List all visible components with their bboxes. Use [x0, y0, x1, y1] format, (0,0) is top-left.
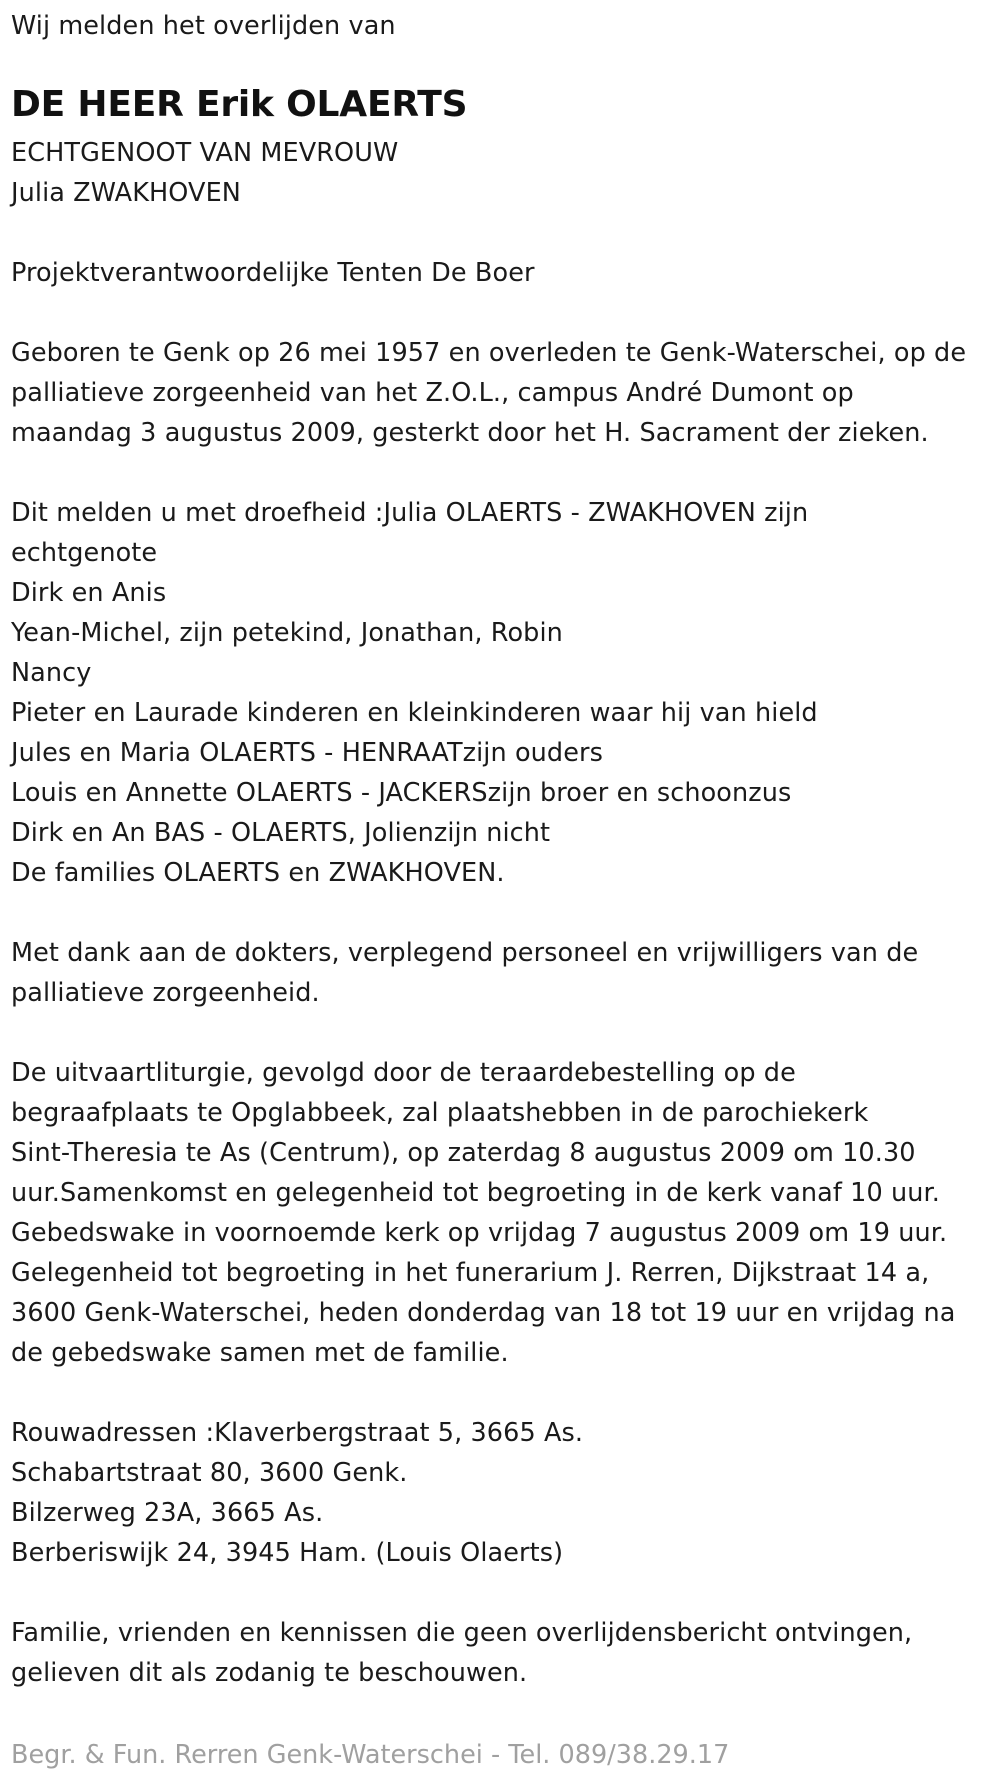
address-line: Schabartstraat 80, 3600 Genk.: [11, 1458, 408, 1488]
address-line: Berberiswijk 24, 3945 Ham. (Louis Olaerts): [11, 1538, 564, 1568]
funeral-line: De uitvaartliturgie, gevolgd door de teraardebestelling op de: [11, 1058, 796, 1088]
funeral-line: Gelegenheid tot begroeting in het funerarium J. Rerren, Dijkstraat 14 a,: [11, 1258, 930, 1288]
spouse-block: [11, 133, 398, 213]
family-line: Yean-Michel, zijn petekind, Jonathan, Robin: [11, 618, 563, 648]
family-line: De families OLAERTS en ZWAKHOVEN.: [11, 858, 505, 888]
family-line: Dirk en Anis: [11, 578, 167, 608]
family-line: Louis en Annette OLAERTS - JACKERSzijn broer en schoonzus: [11, 778, 792, 808]
birth-death-line: maandag 3 augustus 2009, gesterkt door het H. Sacrament der zieken.: [11, 418, 929, 448]
family-line: Jules en Maria OLAERTS - HENRAATzijn ouders: [11, 738, 603, 768]
thanks-block: [11, 933, 918, 1013]
funeral-block: [11, 1053, 956, 1373]
funeral-line: uur.Samenkomst en gelegenheid tot begroeting in de kerk vanaf 10 uur.: [11, 1178, 940, 1208]
thanks-line: palliatieve zorgeenheid.: [11, 978, 320, 1008]
spouse-line: Julia ZWAKHOVEN: [11, 178, 241, 208]
closing-block: [11, 1613, 912, 1693]
family-line: Dit melden u met droefheid :Julia OLAERTS - ZWAKHOVEN zijn: [11, 498, 809, 528]
family-line: Nancy: [11, 658, 92, 688]
address-line: Bilzerweg 23A, 3665 As.: [11, 1498, 324, 1528]
funeral-line: Sint-Theresia te As (Centrum), op zaterdag 8 augustus 2009 om 10.30: [11, 1138, 916, 1168]
intro-text: Wij melden het overlijden van: [11, 11, 396, 41]
address-line: Rouwadressen :Klaverbergstraat 5, 3665 As.: [11, 1418, 584, 1448]
funeral-home-footer: Begr. & Fun. Rerren Genk-Waterschei - Tel. 089/38.29.17: [11, 1740, 730, 1770]
family-block: [11, 493, 818, 893]
occupation-line: Projektverantwoordelijke Tenten De Boer: [11, 258, 535, 288]
funeral-line: de gebedswake samen met de familie.: [11, 1338, 509, 1368]
spouse-line: ECHTGENOOT VAN MEVROUW: [11, 138, 399, 168]
funeral-line: 3600 Genk-Waterschei, heden donderdag van 18 tot 19 uur en vrijdag na: [11, 1298, 956, 1328]
funeral-line: Gebedswake in voornoemde kerk op vrijdag 7 augustus 2009 om 19 uur.: [11, 1218, 948, 1248]
family-line: Pieter en Laurade kinderen en kleinkinderen waar hij van hield: [11, 698, 818, 728]
deceased-name: DE HEER Erik OLAERTS: [11, 84, 468, 125]
funeral-line: begraafplaats te Opglabbeek, zal plaatshebben in de parochiekerk: [11, 1098, 869, 1128]
family-line: Dirk en An BAS - OLAERTS, Jolienzijn nicht: [11, 818, 551, 848]
addresses-block: [11, 1413, 583, 1573]
birth-death-line: Geboren te Genk op 26 mei 1957 en overleden te Genk-Waterschei, op de: [11, 338, 967, 368]
occupation-block: [11, 253, 535, 293]
family-line: echtgenote: [11, 538, 158, 568]
birth-death-line: palliatieve zorgeenheid van het Z.O.L., campus André Dumont op: [11, 378, 854, 408]
birth-death-block: [11, 333, 966, 453]
thanks-line: Met dank aan de dokters, verplegend personeel en vrijwilligers van de: [11, 938, 919, 968]
closing-line: gelieven dit als zodanig te beschouwen.: [11, 1658, 528, 1688]
closing-line: Familie, vrienden en kennissen die geen overlijdensbericht ontvingen,: [11, 1618, 913, 1648]
